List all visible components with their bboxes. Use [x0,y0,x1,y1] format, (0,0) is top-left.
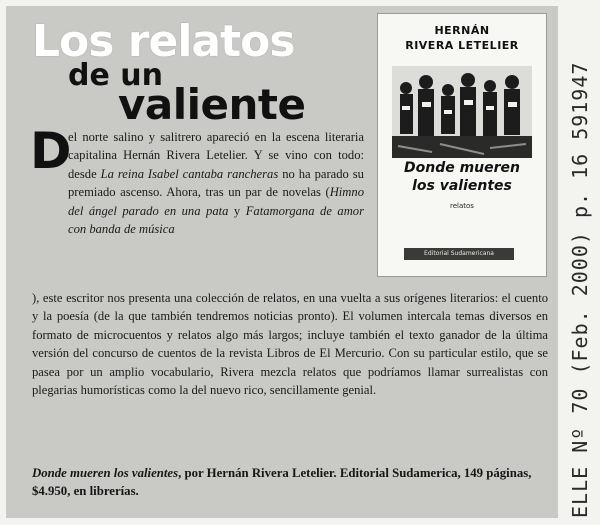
drop-cap: D [30,122,72,180]
work-title-fatamorgana: Fatamorgana de amor con banda de música [68,203,364,237]
article-body-bottom: ), este escritor nos presenta una colección de relatos, en una vuelta a sus orígenes literarios: el cuento y la poesía (de la que también tendremos noticias pronto). El volumen intercala temas diversos en formato de microcuentos y relatos algo más largos; incluye también el texto ganador de la última versión del concurso de cuentos de la revista Libros de El Mercurio. Con su particular estilo, que se pasea por un amplio vocabulario, Rivera mezcla relatos que podríamos llamar surrealistas con plegarias humorísticas como la del nuevo rico, sencillamente genial. [32,291,548,398]
handwritten-reference: ELLE Nº 70 (Feb. 2000) p. 16 591947 [568,61,592,518]
headline-line-2: de un [68,58,163,93]
book-publisher: Editorial Sudamericana [404,248,514,260]
work-title-himno: Himno del ángel parado en una pata [68,185,364,218]
book-title-line-2: los valientes [412,178,512,194]
work-title-reina: La reina Isabel cantaba rancheras [100,166,279,181]
article-text: y [228,203,246,218]
book-cover-illustration [392,66,532,158]
book-author-first: HERNÁN [434,24,490,37]
headline-line-1: Los relatos [32,16,295,67]
credit-details: , por Hernán Rivera Letelier. Editorial Sudamerica, 149 páginas, $4.950, en librerías. [32,466,532,498]
book-credit [32,464,552,500]
article-body-top [68,128,364,238]
book-title-line-1: Donde mueren [403,160,520,176]
handwritten-annotation [560,0,600,525]
magazine-clipping [6,6,558,518]
book-cover [378,14,546,276]
article-text: no ha parado su premiado ascenso. Ahora, tras un par de novelas ( [68,166,364,200]
article-text: el norte salino y salitrero apareció en la escena literaria capitalina Hernán Rivera Letelier. Y se vino con todo: desde [68,130,364,181]
credit-book-title: Donde mueren los valientes [32,466,179,480]
book-author-last: RIVERA LETELIER [405,39,519,52]
headline-line-3: valiente [118,80,306,129]
book-genre: relatos [450,202,474,210]
